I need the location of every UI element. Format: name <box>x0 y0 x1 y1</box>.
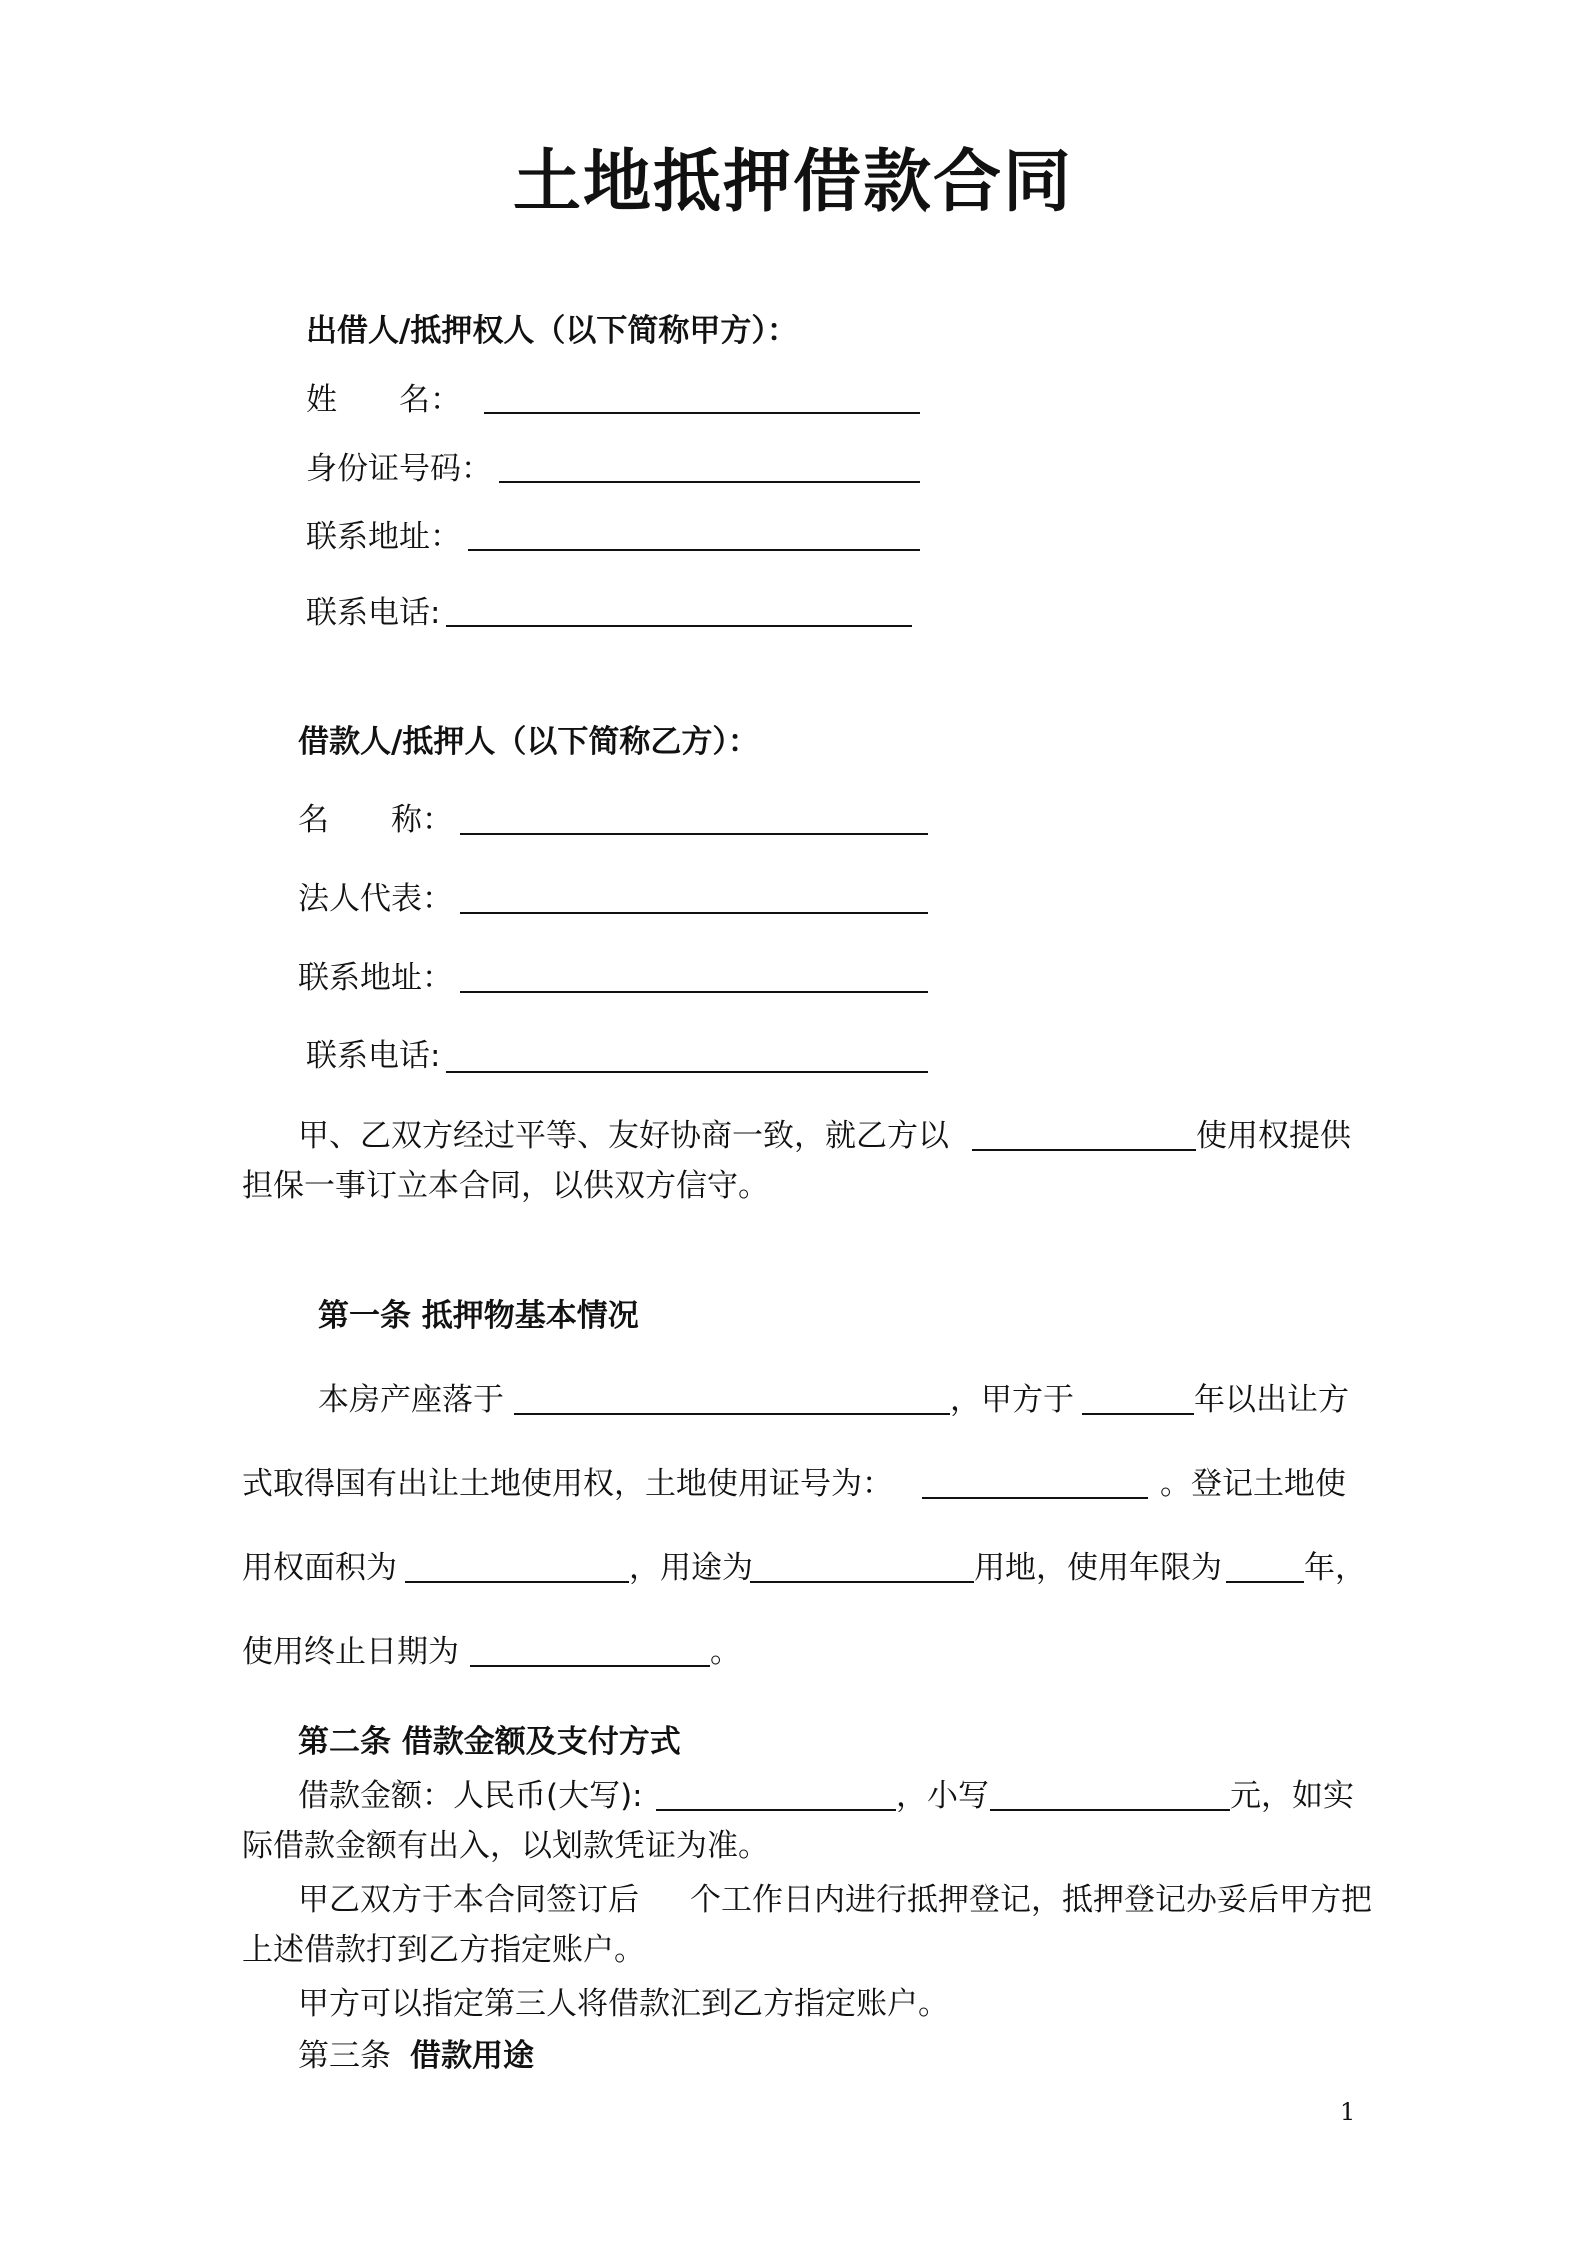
article1-line2-b: 。登记土地使 <box>1160 1466 1346 1502</box>
registration-line-a: 甲乙双方于本合同签订后 <box>298 1882 639 1918</box>
article1-line4-b: 。 <box>710 1634 741 1670</box>
article1-line3-d: 年， <box>1304 1550 1366 1586</box>
party-a-address-blank[interactable] <box>468 549 920 551</box>
intro-line1-a: 甲、乙双方经过平等、友好协商一致，就乙方以 <box>298 1118 949 1154</box>
third-party-line: 甲方可以指定第三人将借款汇到乙方指定账户。 <box>298 1986 949 2022</box>
article1-line1-a: 本房产座落于 <box>318 1382 504 1418</box>
intro-line1-b: 使用权提供 <box>1196 1118 1351 1154</box>
amount-line2: 际借款金额有出入，以划款凭证为准。 <box>242 1828 769 1864</box>
party-b-name-blank[interactable] <box>460 833 928 835</box>
party-b-rep-label: 法人代表： <box>298 881 453 917</box>
land-area-blank[interactable] <box>405 1581 629 1583</box>
party-a-phone-label: 联系电话: <box>306 595 441 631</box>
party-b-phone-blank[interactable] <box>446 1071 928 1073</box>
article1-line1-b: ，甲方于 <box>950 1382 1074 1418</box>
party-a-name-blank[interactable] <box>484 412 920 414</box>
article1-line2-a: 式取得国有出让土地使用权，土地使用证号为： <box>242 1466 893 1502</box>
amount-line-c: 元，如实 <box>1230 1778 1354 1814</box>
registration-line-b: 个工作日内进行抵押登记，抵押登记办妥后甲方把 <box>690 1882 1372 1918</box>
party-a-address-label: 联系地址： <box>306 519 461 555</box>
party-a-heading: 出借人/抵押权人（以下简称甲方）： <box>306 313 798 349</box>
party-a-name-label: 姓 名： <box>306 382 461 418</box>
usage-years-blank[interactable] <box>1226 1581 1304 1583</box>
page-number: 1 <box>1340 2098 1356 2126</box>
party-b-name-label: 名 称： <box>298 802 453 838</box>
party-b-heading: 借款人/抵押人（以下简称乙方）： <box>298 724 759 760</box>
amount-line-a: 借款金额：人民币(大写): <box>298 1778 643 1814</box>
party-b-rep-blank[interactable] <box>460 912 928 914</box>
party-b-address-blank[interactable] <box>460 991 928 993</box>
document-title: 土地抵押借款合同 <box>512 143 1073 222</box>
intro-land-blank[interactable] <box>972 1149 1196 1151</box>
article2-heading: 第二条 借款金额及支付方式 <box>298 1724 681 1760</box>
end-date-blank[interactable] <box>470 1665 710 1667</box>
article1-line1-c: 年以出让方 <box>1194 1382 1349 1418</box>
amount-lower-blank[interactable] <box>990 1809 1230 1811</box>
amount-upper-blank[interactable] <box>656 1809 896 1811</box>
registration-line2: 上述借款打到乙方指定账户。 <box>242 1932 645 1968</box>
land-usage-blank[interactable] <box>750 1581 974 1583</box>
article1-line4-a: 使用终止日期为 <box>242 1634 459 1670</box>
intro-line2: 担保一事订立本合同，以供双方信守。 <box>242 1168 769 1204</box>
party-b-phone-label: 联系电话: <box>306 1038 441 1074</box>
article1-line3-a: 用权面积为 <box>242 1550 397 1586</box>
amount-line-b: ，小写 <box>896 1778 989 1814</box>
property-location-blank[interactable] <box>514 1413 950 1415</box>
party-a-id-label: 身份证号码： <box>306 451 492 487</box>
article1-line3-c: 用地，使用年限为 <box>974 1550 1222 1586</box>
article1-line3-b: ，用途为 <box>629 1550 753 1586</box>
party-a-id-blank[interactable] <box>499 481 920 483</box>
acquire-year-blank[interactable] <box>1082 1413 1194 1415</box>
party-a-phone-blank[interactable] <box>446 625 912 627</box>
article1-heading: 第一条 抵押物基本情况 <box>318 1298 639 1334</box>
article3-label: 第三条 <box>298 2038 391 2074</box>
article3-heading: 借款用途 <box>410 2038 534 2074</box>
land-cert-number-blank[interactable] <box>922 1497 1148 1499</box>
party-b-address-label: 联系地址： <box>298 960 453 996</box>
